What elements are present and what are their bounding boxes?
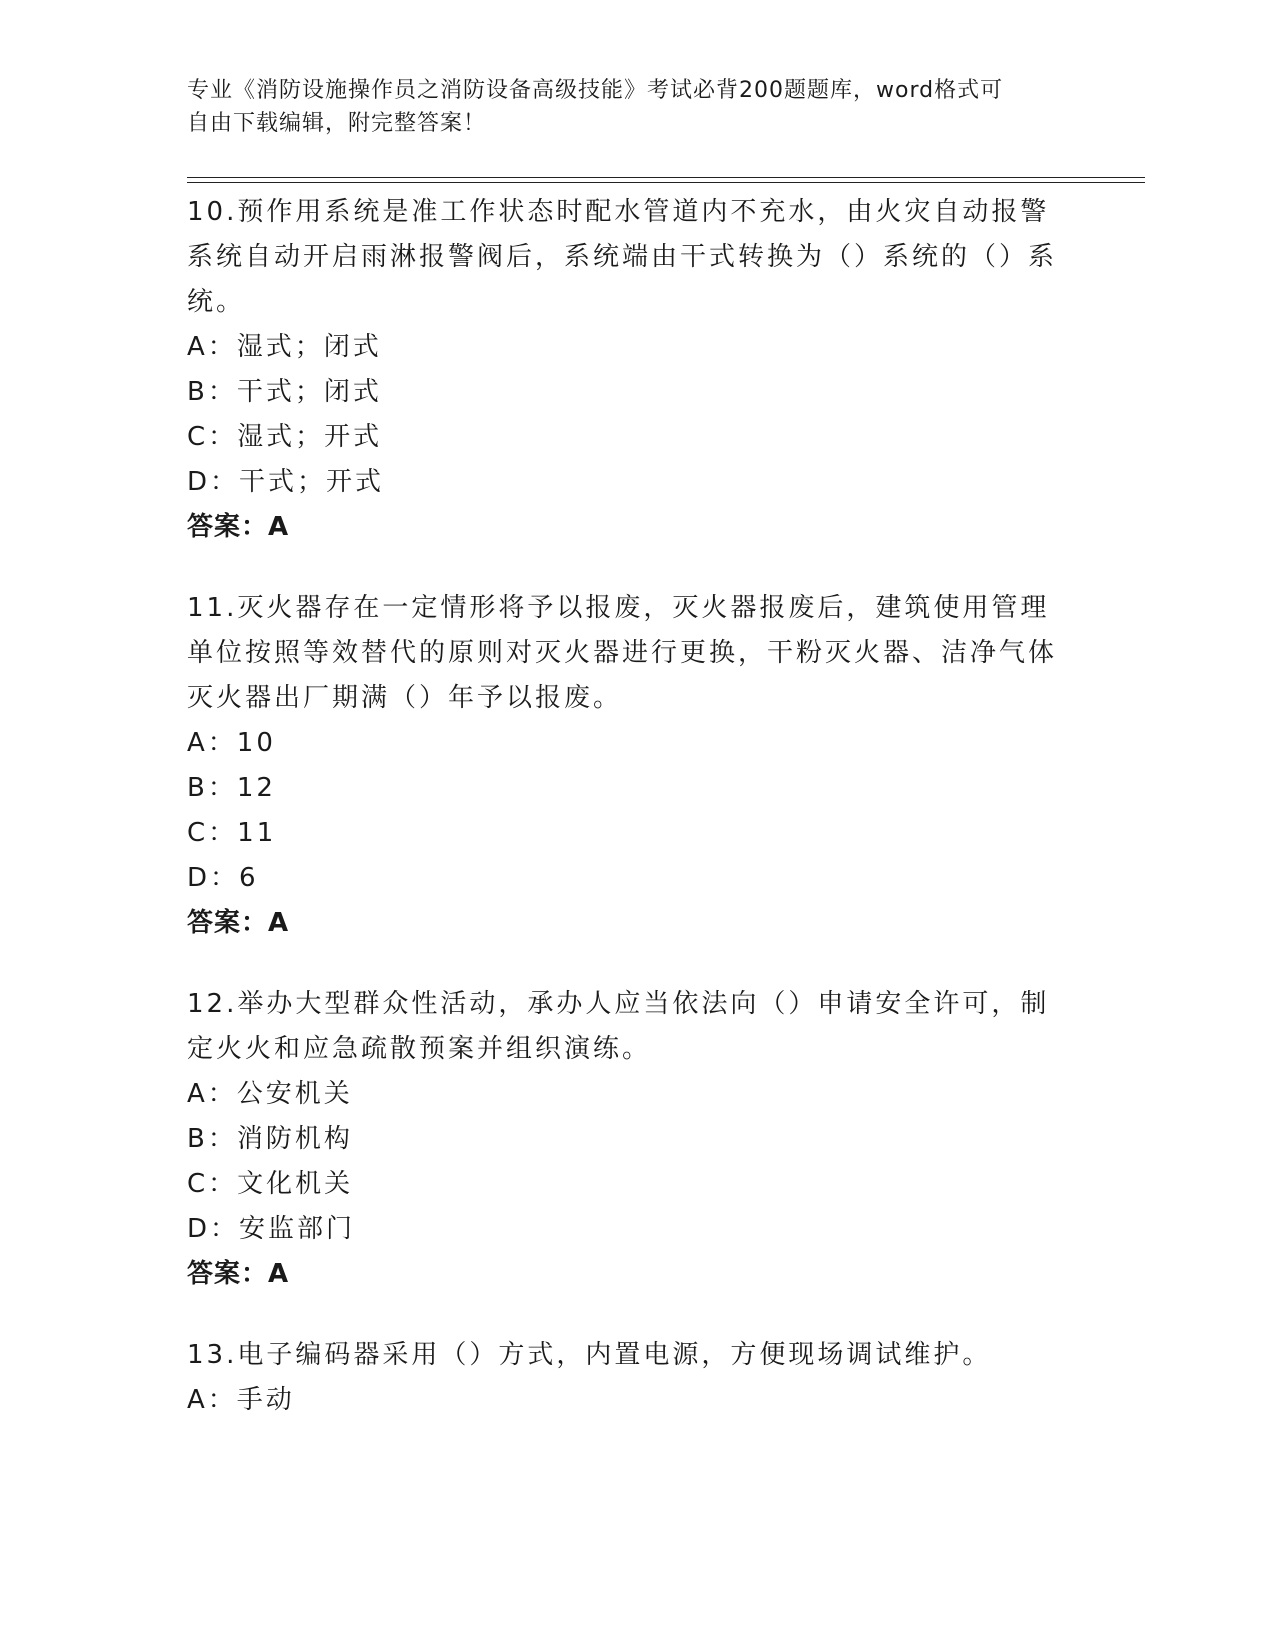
- question-list: [187, 190, 1077, 1459]
- question-stem: 10.预作用系统是准工作状态时配水管道内不充水，由火灾自动报警系统自动开启雨淋报警阀后，系统端由干式转换为（）系统的（）系统。: [187, 197, 1058, 317]
- question-stem: 12.举办大型群众性活动，承办人应当依法向（）申请安全许可，制定火火和应急疏散预案并组织演练。: [187, 989, 1050, 1064]
- option-c: C：文化机关: [187, 1169, 354, 1199]
- option-c: C：11: [187, 818, 277, 848]
- header-divider-bottom: [187, 182, 1145, 183]
- option-d: D：6: [187, 863, 259, 893]
- answer-line: 答案：A: [187, 1259, 290, 1289]
- option-a: A：湿式；闭式: [187, 332, 382, 362]
- question-stem: 11.灭火器存在一定情形将予以报废，灭火器报废后，建筑使用管理单位按照等效替代的原则对灭火器进行更换，干粉灭火器、洁净气体灭火器出厂期满（）年予以报废。: [187, 593, 1058, 713]
- question-10: [187, 190, 1077, 550]
- option-b: B：12: [187, 773, 276, 803]
- question-stem: 13.电子编码器采用（）方式，内置电源，方便现场调试维护。: [187, 1340, 992, 1370]
- option-d: D：干式；开式: [187, 467, 385, 497]
- answer-line: 答案：A: [187, 512, 290, 542]
- document-header: [187, 74, 1067, 140]
- option-b: B：干式；闭式: [187, 377, 382, 407]
- question-12: [187, 982, 1077, 1297]
- option-c: C：湿式；开式: [187, 422, 383, 452]
- answer-line: 答案：A: [187, 908, 290, 938]
- header-line-1: 专业《消防设施操作员之消防设备高级技能》考试必背200题题库，word格式可: [187, 78, 1004, 103]
- question-11: [187, 586, 1077, 946]
- option-a: A：10: [187, 728, 276, 758]
- option-d: D：安监部门: [187, 1214, 356, 1244]
- option-b: B：消防机构: [187, 1124, 353, 1154]
- header-line-2: 自由下载编辑，附完整答案！: [187, 111, 487, 136]
- option-a: A：手动: [187, 1385, 295, 1415]
- option-a: A：公安机关: [187, 1079, 353, 1109]
- header-divider-top: [187, 177, 1145, 178]
- question-13: [187, 1333, 1077, 1423]
